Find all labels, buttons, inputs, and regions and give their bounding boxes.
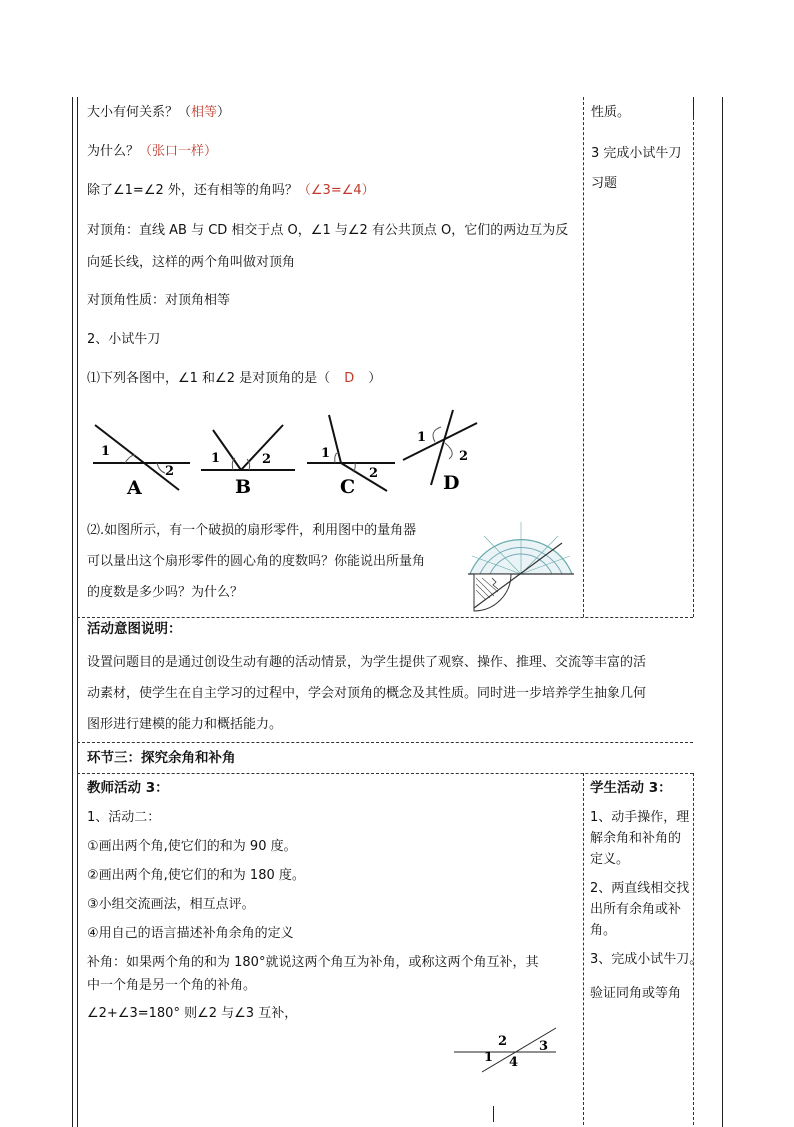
student-line-3: 定义。 [590,852,630,867]
cursor-mark [493,1106,494,1122]
definition-line-1: 对顶角：直线 AB 与 CD 相交于点 O，∠1 与∠2 有公共顶点 O，它们的两边互为反 [87,223,569,238]
answer-open: （ [178,105,192,120]
student-line-8: 验证同角或等角 [590,986,682,1001]
intent-body-3: 图形进行建模的能力和概括能力。 [87,717,283,732]
right-note-2: 3 完成小试牛刀 [591,146,682,161]
question-text: 大小有何关系？ [87,105,179,120]
table-right-border-inner [693,97,694,117]
row-divider-2 [77,742,693,743]
question-text: ⑴下列各图中，∠1 和∠2 是对顶角的是（ [87,371,331,386]
answer-text: （∠3=∠4） [297,183,375,198]
student-title: 学生活动 3： [590,780,672,796]
angle-1-label: 1 [417,430,427,445]
right-note-3: 习题 [591,176,618,191]
question-1 [87,370,381,388]
angle-2-label: 2 [369,466,379,481]
angle-1-label: 1 [211,451,221,466]
student-line-7: 3、完成小试牛刀。 [590,952,703,967]
question-line-3 [87,182,375,200]
right-col-divider-bottom [693,773,694,1125]
right-note-1: 性质。 [591,105,631,120]
angle-1-label: 1 [101,444,111,459]
table-left-border-inner [77,97,78,1127]
row-divider-3 [77,773,693,774]
figure-b-label: B [235,476,252,498]
angle-2-label: 2 [459,449,469,464]
question-2-line-1: ⑵.如图所示，有一个破损的扇形零件，利用图中的量角器 [87,523,417,538]
teacher-line-2: ①画出两个角,使它们的和为 90 度。 [87,839,297,854]
answer-text: 相等 [191,105,218,120]
question-line-2 [87,143,217,161]
teacher-line-7: 中一个角是另一个角的补角。 [87,978,257,993]
question-2-line-2: 可以量出这个扇形零件的圆心角的度数吗？你能说出所量角 [87,554,426,569]
teacher-title: 教师活动 3： [87,780,169,796]
answer-text: D [344,371,355,386]
row-divider-1 [77,617,693,618]
student-line-5: 出所有余角或补 [590,902,682,917]
student-line-4: 2、两直线相交找 [590,881,690,896]
teacher-line-1: 1、活动二： [87,810,161,825]
figure-a-label: A [127,477,142,499]
right-col-divider [693,117,694,617]
section-3-title: 环节三：探究余角和补角 [87,750,236,766]
teacher-line-4: ③小组交流画法，相互点评。 [87,897,255,912]
teacher-line-5: ④用自己的语言描述补角余角的定义 [87,926,294,941]
table-left-border [72,97,73,1127]
property-line: 对顶角性质：对顶角相等 [87,293,231,308]
angle-2-label: 2 [165,464,175,479]
intent-title: 活动意图说明： [87,621,182,637]
figure-b [201,425,295,498]
student-line-6: 角。 [590,923,617,938]
answer-close: ） [217,105,231,120]
column-divider-top [583,97,584,617]
teacher-line-3: ②画出两个角,使它们的和为 180 度。 [87,868,305,883]
answer-close: ） [368,371,382,386]
student-line-2: 解余角和补角的 [590,831,682,846]
figure-d-label: D [443,472,460,494]
supplementary-angle-figure [452,1026,562,1076]
angle-4-label: 4 [509,1055,519,1070]
answer-text: （张口一样） [139,144,218,159]
intent-body-1: 设置问题目的是通过创设生动有趣的活动情景，为学生提供了观察、操作、推理、交流等丰富的活 [87,655,647,670]
teacher-line-6: 补角：如果两个角的和为 180°就说这两个角互为补角，或称这两个角互补，其 [87,955,539,970]
figure-c-label: C [340,476,356,498]
angle-3-label: 3 [539,1039,549,1054]
figure-a [93,425,190,499]
question-text: 为什么？ [87,144,140,159]
angle-2-label: 2 [262,452,272,467]
intent-body-2: 动素材，使学生在自主学习的过程中，学会对顶角的概念及其性质。同时进一步培养学生抽象几何 [87,686,647,701]
angle-figures [85,405,485,500]
table-right-border [722,97,723,1127]
student-line-1: 1、动手操作，理 [590,810,690,825]
question-2-line-3: 的度数是多少吗？为什么？ [87,585,244,600]
angle-2-label: 2 [498,1034,508,1049]
protractor-figure [462,518,580,614]
figure-c [307,415,395,498]
section-2-heading: 2、小试牛刀 [87,332,161,347]
question-text: 除了∠1=∠2 外，还有相等的角吗？ [87,183,298,198]
question-line-1 [87,104,230,122]
column-divider-bottom [583,773,584,1125]
definition-line-2: 向延长线，这样的两个角叫做对顶角 [87,255,296,270]
angle-1-label: 1 [484,1050,494,1065]
figure-d [403,410,477,494]
angle-1-label: 1 [321,446,331,461]
teacher-line-8: ∠2+∠3=180° 则∠2 与∠3 互补， [87,1006,298,1021]
